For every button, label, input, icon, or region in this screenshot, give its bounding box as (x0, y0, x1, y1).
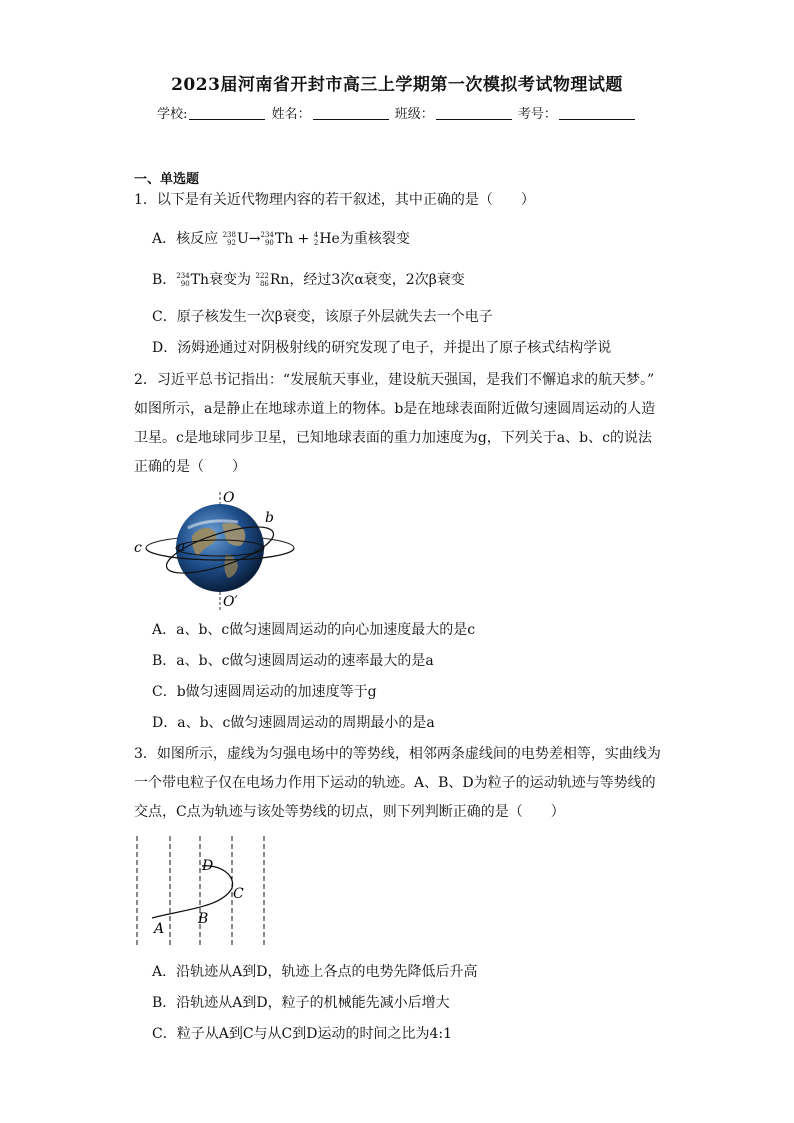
q1-b-prefix: B． (152, 272, 177, 288)
class-blank[interactable] (436, 107, 512, 120)
rn-symbol: Rn (269, 272, 290, 288)
q3-option-a[interactable]: A．沿轨迹从A到D，轨迹上各点的电势先降低后升高 (152, 964, 478, 980)
q2-option-c[interactable]: C．b做匀速圆周运动的加速度等于g (152, 684, 377, 700)
earth-globe (176, 504, 264, 592)
name-label: 姓名： (271, 107, 311, 122)
he-z: 2 (313, 239, 319, 247)
th-b-mass: 234 (176, 272, 190, 280)
name-blank[interactable] (313, 107, 389, 120)
thorium-nuclide-b (176, 272, 209, 288)
section-heading: 一、单选题 (134, 172, 200, 187)
u-z: 92 (227, 239, 236, 247)
q3-line-1: 3．如图所示，虚线为匀强电场中的等势线，相邻两条虚线间的电势差相等，实曲线为 (134, 746, 661, 762)
number-label: 考号： (517, 107, 557, 122)
particle-trajectory (152, 866, 233, 918)
rn-z: 86 (259, 280, 269, 288)
th-mass: 234 (260, 231, 274, 239)
student-info-line (0, 103, 794, 122)
label-c: c (134, 540, 142, 556)
th-symbol: Th (274, 231, 294, 247)
rn-mass: 222 (255, 272, 269, 280)
u-symbol: U (236, 231, 249, 247)
label-b: b (265, 510, 274, 526)
school-label: 学校: (157, 107, 188, 122)
q1-b-mid: 衰变为 (209, 272, 256, 288)
label-o-prime: O′ (223, 594, 238, 610)
q1-b-suffix: ，经过3次α衰变，2次β衰变 (289, 272, 465, 288)
point-label-b: B (198, 911, 209, 927)
q3-stem (134, 740, 674, 827)
uranium-nuclide (223, 231, 249, 247)
label-a: a (177, 539, 186, 555)
reaction-arrow: → (248, 231, 261, 247)
q2-line-3: 卫星。c是地球同步卫星，已知地球表面的重力加速度为g，下列关于a、b、c的说法 (134, 430, 652, 446)
u-mass: 238 (222, 231, 236, 239)
th-z: 90 (264, 239, 274, 247)
q1-option-a[interactable] (152, 228, 410, 248)
q2-line-2: 如图所示，a是静止在地球赤道上的物体。b是在地球表面附近做匀速圆周运动的人造 (134, 401, 656, 417)
q1-option-c[interactable]: C．原子核发生一次β衰变，该原子外层就失去一个电子 (152, 309, 493, 325)
th-b-z: 90 (180, 280, 190, 288)
he-symbol: He (319, 231, 340, 247)
plus-sign: + (293, 231, 314, 247)
point-label-c: C (233, 886, 244, 902)
q1-option-d[interactable]: D．汤姆逊通过对阴极射线的研究发现了电子，并提出了原子核式结构学说 (152, 340, 612, 356)
q2-option-d[interactable]: D．a、b、c做匀速圆周运动的周期最小的是a (152, 715, 435, 731)
point-label-d: D (202, 858, 214, 874)
q1-option-b[interactable] (152, 269, 465, 289)
point-label-a: A (154, 921, 165, 937)
th-b-symbol: Th (190, 272, 210, 288)
he-mass: 4 (313, 231, 319, 239)
exam-title: 2023届河南省开封市高三上学期第一次模拟考试物理试题 (171, 75, 623, 95)
earth-orbit-figure (130, 488, 310, 613)
q3-line-3: 交点，C点为轨迹与该处等势线的切点，则下列判断正确的是（ ） (134, 804, 565, 820)
thorium-nuclide (260, 231, 293, 247)
q3-option-c[interactable]: C．粒子从A到C与从C到D运动的时间之比为4:1 (152, 1026, 453, 1042)
school-blank[interactable] (189, 107, 265, 120)
radon-nuclide (255, 272, 289, 288)
equipotential-figure (130, 832, 280, 950)
q1-a-suffix: 为重核裂变 (339, 231, 410, 247)
q2-option-a[interactable]: A．a、b、c做匀速圆周运动的向心加速度最大的是c (152, 622, 476, 638)
q2-line-1: 2．习近平总书记指出：“发展航天事业，建设航天强国，是我们不懈追求的航天梦。” (134, 372, 655, 388)
q3-option-b[interactable]: B．沿轨迹从A到D，粒子的机械能先减小后增大 (152, 995, 450, 1011)
helium-nuclide (314, 231, 340, 247)
q1-stem: 1．以下是有关近代物理内容的若干叙述，其中正确的是（ ） (134, 192, 535, 208)
q1-a-prefix: A．核反应 (152, 231, 223, 247)
q3-line-2: 一个带电粒子仅在电场力作用下运动的轨迹。A、B、D为粒子的运动轨迹与等势线的 (134, 775, 656, 791)
q2-stem (134, 366, 674, 482)
q2-line-4: 正确的是（ ） (134, 459, 246, 475)
label-o: O (223, 490, 235, 506)
class-label: 班级： (394, 107, 434, 122)
q2-option-b[interactable]: B．a、b、c做匀速圆周运动的速率最大的是a (152, 653, 434, 669)
number-blank[interactable] (559, 107, 635, 120)
